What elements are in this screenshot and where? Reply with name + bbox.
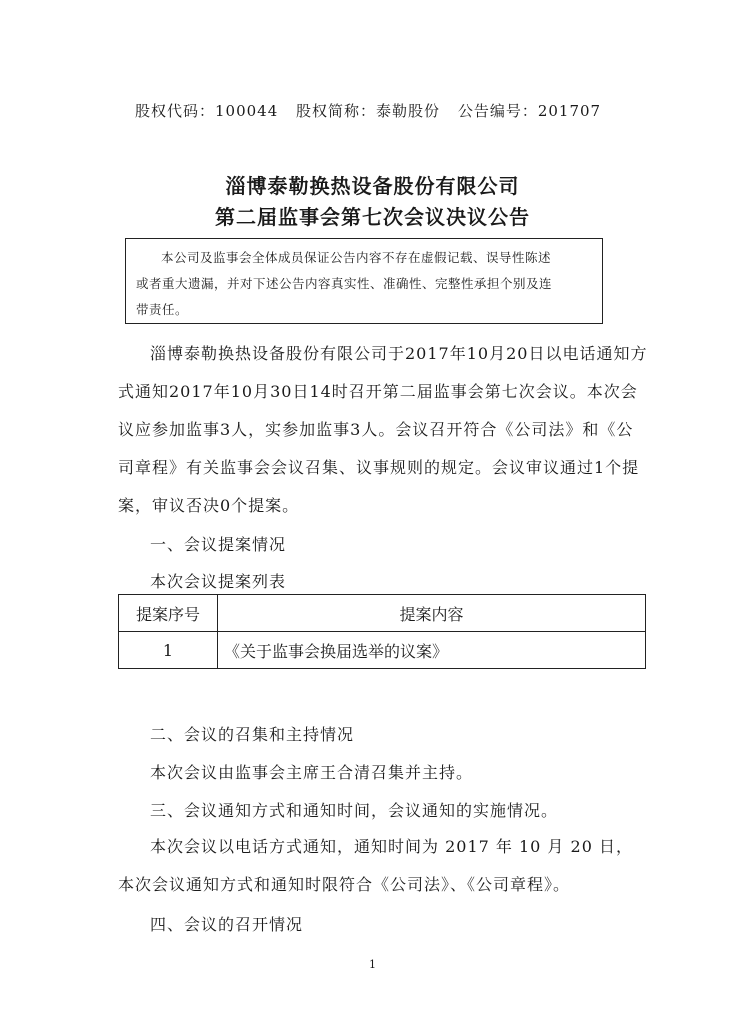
disclaimer-line-1: 本公司及监事会全体成员保证公告内容不存在虚假记载、误导性陈述 xyxy=(161,250,552,265)
stock-name: 股权简称：泰勒股份 xyxy=(296,102,441,120)
disclaimer-line-2: 或者重大遗漏，并对下述公告内容真实性、准确性、完整性承担个别及连 xyxy=(136,276,553,291)
table-header-row xyxy=(119,595,646,632)
table-header-cell: 提案内容 xyxy=(218,595,646,632)
disclaimer-box xyxy=(125,238,603,324)
announcement-number: 公告编号：201707 xyxy=(457,102,602,120)
table-cell: 《关于监事会换届选举的议案》 xyxy=(218,632,646,669)
disclaimer-line-3: 带责任。 xyxy=(136,302,189,317)
section-1-heading: 一、会议提案情况 xyxy=(150,535,287,554)
stock-code: 股权代码：100044 xyxy=(135,102,279,120)
stock-info-line xyxy=(135,100,613,121)
table-row xyxy=(119,632,646,669)
section-2-text: 本次会议由监事会主席王合清召集并主持。 xyxy=(150,763,474,782)
announcement-title: 第二届监事会第七次会议决议公告 xyxy=(215,205,530,229)
proposal-table xyxy=(118,594,646,669)
section-3-heading: 三、会议通知方式和通知时间，会议通知的实施情况。 xyxy=(150,801,559,820)
table-caption: 本次会议提案列表 xyxy=(150,572,287,591)
section-4-heading: 四、会议的召开情况 xyxy=(150,915,304,934)
section-3-text: 本次会议以电话方式通知，通知时间为 2017 年 10 月 20 日，本次会议通知方式和通知时限符合《公司法》、《公司章程》。 xyxy=(118,837,633,894)
intro-paragraph: 淄博泰勒换热设备股份有限公司于2017年10月20日以电话通知方式通知2017年10月30日14时召开第二届监事会第七次会议。本次会议应参加监事3人，实参加监事3人。会议召开符合《公司法》和《公司章程》有关监事会会议召集、议事规则的规定。会议审议通过1个提案，审议否决0个提案。 xyxy=(118,344,648,515)
table-header-cell: 提案序号 xyxy=(119,595,218,632)
table-cell: 1 xyxy=(119,632,218,669)
page-number: 1 xyxy=(369,958,376,971)
section-2-heading: 二、会议的召集和主持情况 xyxy=(150,725,355,744)
company-title: 淄博泰勒换热设备股份有限公司 xyxy=(225,174,520,198)
